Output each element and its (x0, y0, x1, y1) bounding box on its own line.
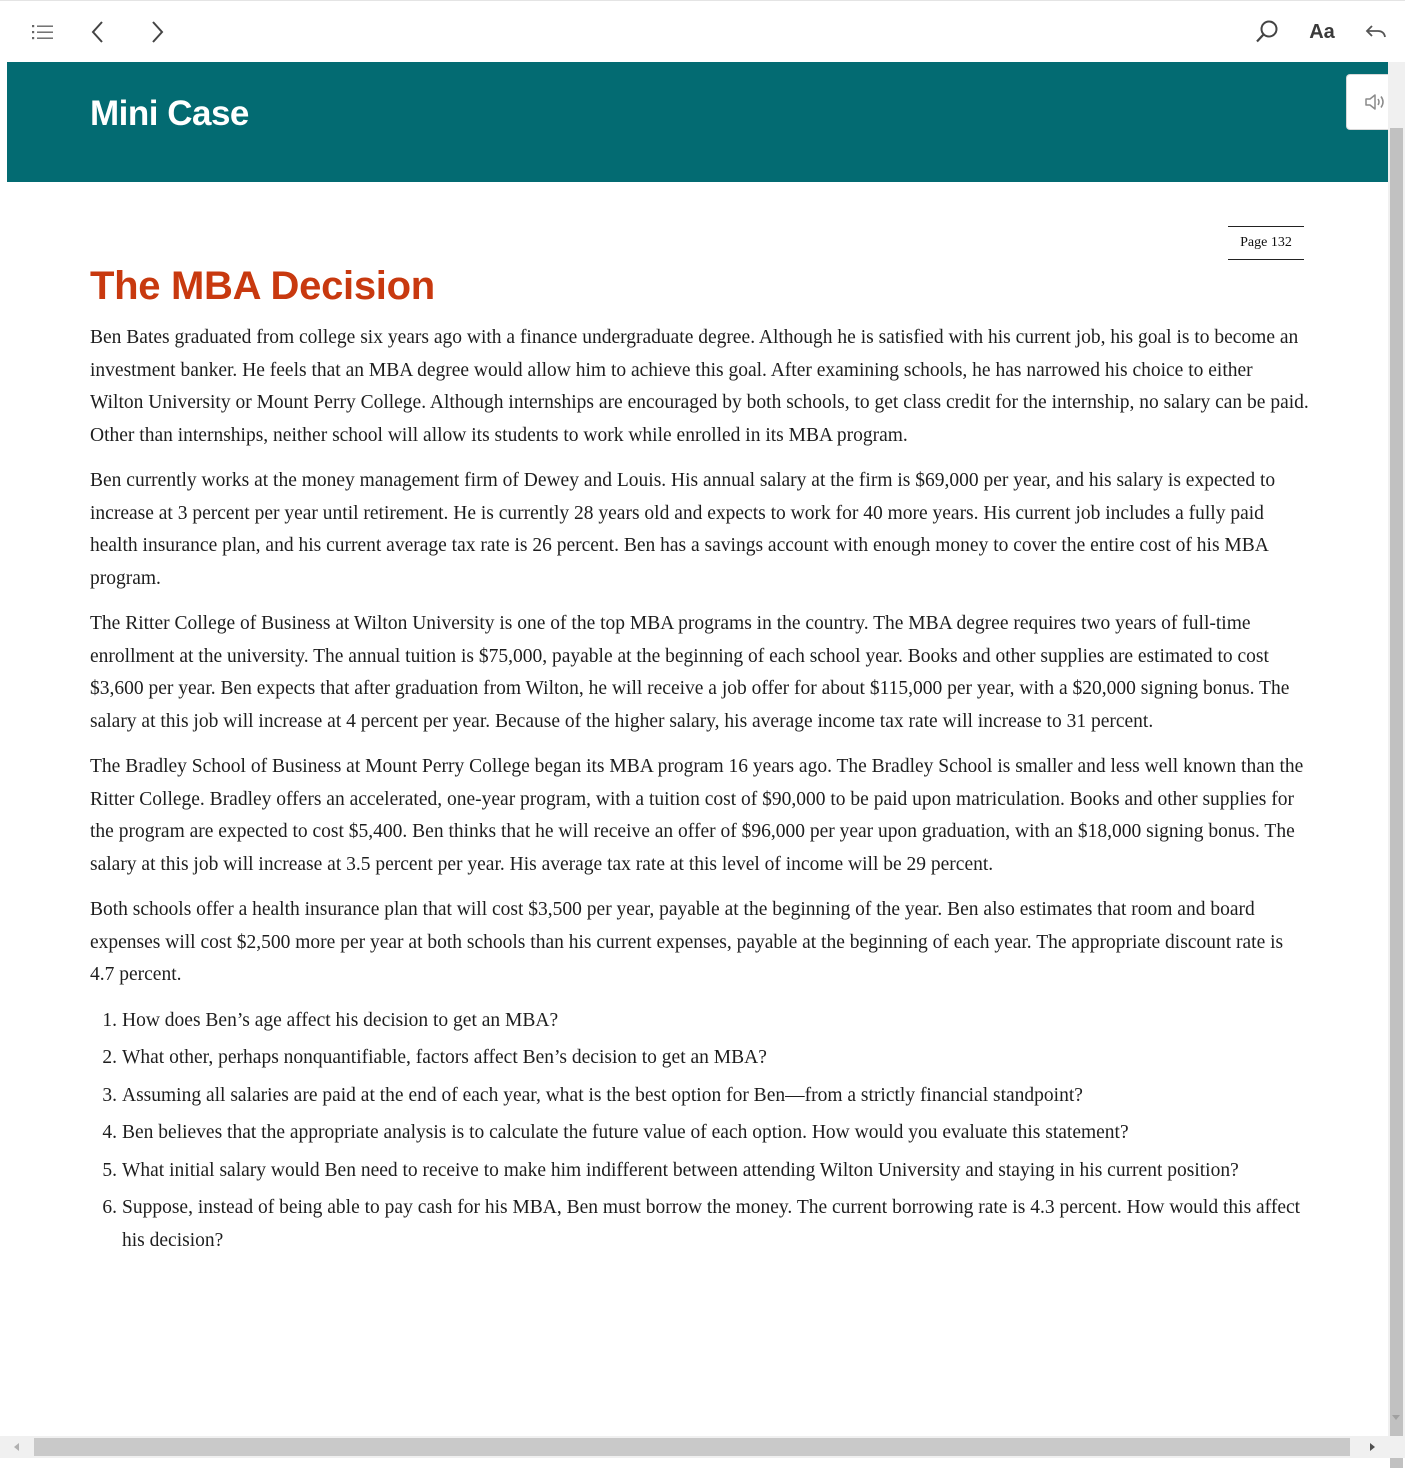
list-icon[interactable] (26, 13, 60, 51)
page-number-marker: Page 132 (1228, 226, 1304, 260)
banner-title: Mini Case (90, 94, 249, 133)
reader-content (7, 62, 1388, 1436)
question-text: What initial salary would Ben need to receive to make him indifferent between attending Wilton University and staying in his current position? (122, 1159, 1239, 1181)
question-number: 3. (102, 1084, 117, 1106)
horizontal-scroll-thumb[interactable] (34, 1438, 1350, 1456)
question-item (90, 1117, 1310, 1150)
question-item (90, 1192, 1310, 1257)
speaker-icon (1364, 91, 1388, 113)
paragraph: The Bradley School of Business at Mount Perry College began its MBA program 16 years ago. The Bradley School is smaller and less well known than the Ritter College. Bradley offers an accelerated, one-year program, with a tuition cost of $90,000 to be paid upon matriculation. Books and other supplies for the program are expected to cost $5,400. Ben thinks that he will receive an offer of $96,000 per year upon graduation, with an $18,000 signing bonus. The salary at this job will increase at 3.5 percent per year. His average tax rate at this level of income will be 29 percent. (90, 756, 1304, 875)
question-number: 1. (102, 1009, 117, 1031)
question-text: Assuming all salaries are paid at the end of each year, what is the best option for Ben—from a strictly financial standpoint? (122, 1084, 1083, 1106)
question-item (90, 1155, 1310, 1188)
horizontal-scrollbar[interactable] (0, 1436, 1388, 1458)
question-item (90, 1042, 1310, 1075)
question-item (90, 1080, 1310, 1113)
scroll-right-arrow-icon[interactable] (1370, 1443, 1375, 1451)
font-size-label: Aa (1309, 20, 1335, 43)
question-number: 5. (102, 1159, 117, 1181)
case-body (90, 322, 1310, 1262)
question-text: Suppose, instead of being able to pay cash for his MBA, Ben must borrow the money. The current borrowing rate is 4.3 percent. How would this affect his decision? (122, 1197, 1301, 1251)
question-text: How does Ben’s age affect his decision to get an MBA? (122, 1009, 559, 1031)
paragraph: The Ritter College of Business at Wilton University is one of the top MBA programs in the country. The MBA degree requires two years of full-time enrollment at the university. The annual tuition is $75,000, payable at the beginning of each school year. Books and other supplies are estimated to cost $3,600 per year. Ben expects that after graduation from Wilton, he will receive a job offer for about $115,000 per year, with a $20,000 signing bonus. The salary at this job will increase at 4 percent per year. Because of the higher salary, his average income tax rate will increase to 31 percent. (90, 613, 1290, 732)
paragraph: Ben Bates graduated from college six years ago with a finance undergraduate degree. Although he is satisfied with his current job, his goal is to become an investment banker. He feels that an MBA degree would allow him to achieve this goal. After examining schools, he has narrowed his choice to either Wilton University or Mount Perry College. Although internships are encouraged by both schools, to get class credit for the internship, no salary can be paid. Other than internships, neither school will allow its students to work while enrolled in its MBA program. (90, 327, 1309, 446)
question-number: 2. (102, 1047, 117, 1068)
question-list (90, 1005, 1310, 1258)
question-text: What other, perhaps nonquantifiable, factors affect Ben’s decision to get an MBA? (122, 1047, 767, 1068)
chevron-right-icon[interactable] (143, 13, 171, 51)
font-size-button[interactable] (1304, 13, 1340, 51)
scroll-left-arrow-icon[interactable] (14, 1443, 19, 1451)
question-number: 6. (102, 1197, 117, 1218)
reader-toolbar (0, 0, 1405, 62)
section-title: The MBA Decision (90, 264, 435, 308)
paragraph: Ben currently works at the money management firm of Dewey and Louis. His annual salary at the firm is $69,000 per year, and his salary is expected to increase at 3 percent per year until retirement. He is currently 28 years old and expects to work for 40 more years. His current job includes a fully paid health insurance plan, and his current average tax rate is 26 percent. Ben has a savings account with enough money to cover the entire cost of his MBA program. (90, 470, 1276, 589)
mini-case-banner (7, 62, 1388, 182)
vertical-scrollbar[interactable] (1388, 62, 1405, 1436)
vertical-scroll-thumb[interactable] (1390, 128, 1403, 1468)
scrollbar-corner (1388, 1436, 1405, 1458)
return-arrow-icon[interactable] (1360, 13, 1392, 51)
search-icon[interactable] (1250, 13, 1284, 51)
paragraph: Both schools offer a health insurance plan that will cost $3,500 per year, payable at the beginning of the year. Ben also estimates that room and board expenses will cost $2,500 more per year at both schools than his current expenses, payable at the beginning of each year. The appropriate discount rate is 4.7 percent. (90, 899, 1284, 985)
question-text: Ben believes that the appropriate analysis is to calculate the future value of each option. How would you evaluate this statement? (122, 1122, 1129, 1143)
question-number: 4. (102, 1122, 117, 1143)
chevron-left-icon[interactable] (84, 13, 112, 51)
question-item (90, 1005, 1310, 1038)
scroll-down-arrow-icon[interactable] (1392, 1415, 1400, 1420)
